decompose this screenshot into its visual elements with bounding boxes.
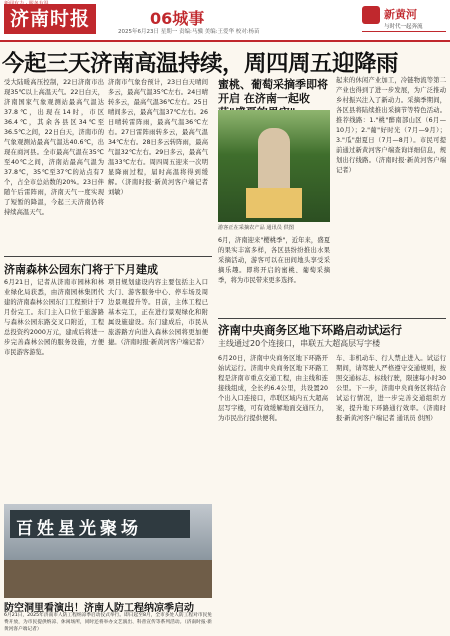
cbd-subheadline: 主线通过20个连接口，串联五大超高层写字楼 [218,339,381,348]
dateline: 2025年6月23日 星期一 责编:马骥 美编:王爱华 校对:杨苗 [118,29,260,35]
stage-ground [4,560,212,598]
honey-article-col2 [336,76,446,314]
honey-article-text: 起来的休闲产业加工，冷链物流等第二产业也得到了进一步发展，为广泛推动乡村振兴注入了新动力。采摘季期间，各区县将陆续推出采摘节等特色活动。推荐线路：1."桃"醉南部山区（6月—10月）；2."葡"好时光（7月—9月）；3."瓜"甜夏日（7月—8月）。市民可提前通过新黄河客户端查询详细信息，规划出行线路。（济南时报·新黄河客户端记者） [336,77,446,174]
brand-logo-icon [362,6,380,24]
newspaper-logo: 济南时报 [4,4,96,34]
photo-fruit-box [246,188,302,218]
cbd-article-text: 6月20日，济南中央商务区地下环路开始试运行。济南中央商务区地下环路工程是济南市重点交通工程，由主线和连接线组成，全长约6.4公里，共设置20个出入口连接口，串联区域内五大超高层写字楼，可有效缓解地面交通压力，为市民出行提供便利。 [218,355,328,422]
honey-headline: 蜜桃、葡萄采摘季即将开启 在济南一起收 [218,78,328,105]
brand-slogan: 与时代一起奔流 [384,24,423,30]
section-divider [4,256,212,257]
stage-sign-text: 百姓星光聚场 [16,519,142,539]
cbd-article-col1 [218,354,328,636]
shelter-article [4,612,212,636]
forest-article-text: 项目规划建设内容主要包括主入口大门、游客服务中心、停车场及周边景观提升等。目前，主体工程已基本完工，正在进行景观绿化和附属设施建设。东门建成后，市民从旅游路方向进入森林公园将更加便捷。（济南时报·新黄河客户端记者） [108,279,208,346]
forest-article-col1 [4,278,104,500]
shelter-article-text: 6月21日，2025年济南市人防工程纳凉季启动仪式举行。即日起至8月，全市多处人防工程对市民免费开放，为市民提供纳凉、休闲场所，同时还将举办文艺演出、科普宣传等系列活动。（济南时报·新黄河客户端记者） [4,613,212,632]
honey-article-col1 [218,236,330,314]
forest-article-text: 6月21日，记者从济南市园林和林业绿化局获悉，由济南园林集团代建的济南森林公园东门工程预计于7月份完工。东门主入口位于旅游路与森林公园东路交叉口附近，工程总投资约2000万元，建成后将进一步完善森林公园的服务设施，方便市民游客游览。 [4,279,104,356]
forest-headline: 济南森林公园东门将于下月建成 [4,263,158,276]
picking-photo [218,110,330,222]
section-label: 06城事 [150,9,205,28]
shelter-headline: 防空洞里看演出！济南人防工程纳凉季启动 [4,603,194,614]
cbd-article-text: 车、非机动车、行人禁止进入。试运行期间，请驾驶人严格遵守交通规则，按照交通标志、标线行驶，限速每小时30公里。下一步，济南中央商务区将结合试运行情况，进一步完善交通组织方案，提升地下环路通行效率。（济南时报·新黄河客户端记者 通讯员 供图） [336,355,446,422]
main-headline: 今起三天济南高温持续，周四周五迎降雨 [2,51,399,77]
photo-caption: 游客正在采摘农产品 通讯员 供图 [218,225,294,231]
honey-article-text: 6月，济南迎来"樱桃季"，近年来，盛夏的果实丰富多样，各区县纷纷推出水果采摘活动，游客可以在田间地头享受采摘乐趣。即将开启的蜜桃、葡萄采摘季，将为市民带来更多选择。 [218,237,330,284]
cbd-article-col2 [336,354,446,636]
lead-article-text: 受大陆暖高压控制，22日济南市出现35℃以上高温天气。22日白天，济南国家气象观测站最高气温达37.8℃，出现在14时，市区36.4℃，其余各县区34℃至36.5℃之间，22日白天，济南市的气象观测站最高气温达40.6℃，出现在商河县。全市最高气温在35℃至40℃之间，济南站最高气温为37.8℃，35℃至37℃的站点有7个，占全市总站数的20%。23日伴随午后雷阵雨，济南天气一度实现了短暂的降温，今起三天济南仍将持续高温天气。 [4,79,104,216]
section-divider [218,318,446,319]
brand-name: 新黄河 [384,8,417,21]
cbd-headline: 济南中央商务区地下环路启动试运行 [218,323,402,337]
lead-article-col2 [108,78,208,252]
lead-article-col1 [4,78,104,252]
lead-article-text: 济南市气象台预计，23日白天晴间多云，最高气温35℃左右。24日晴转多云，最高气温36℃左右。25日晴间多云，最高气温37℃左右。26日晴转雷阵雨，最高气温36℃左右。27日雷阵雨转多云，最高气温34℃左右。28日多云转阵雨，最高气温32℃左右。29日多云，最高气温33℃左右。周四周五迎来一次明显降雨过程，届时高温将得到缓解。（济南时报·新黄河客户端记者 刘敏） [108,79,208,196]
brand-divider [362,31,446,32]
forest-article-col2 [108,278,208,500]
